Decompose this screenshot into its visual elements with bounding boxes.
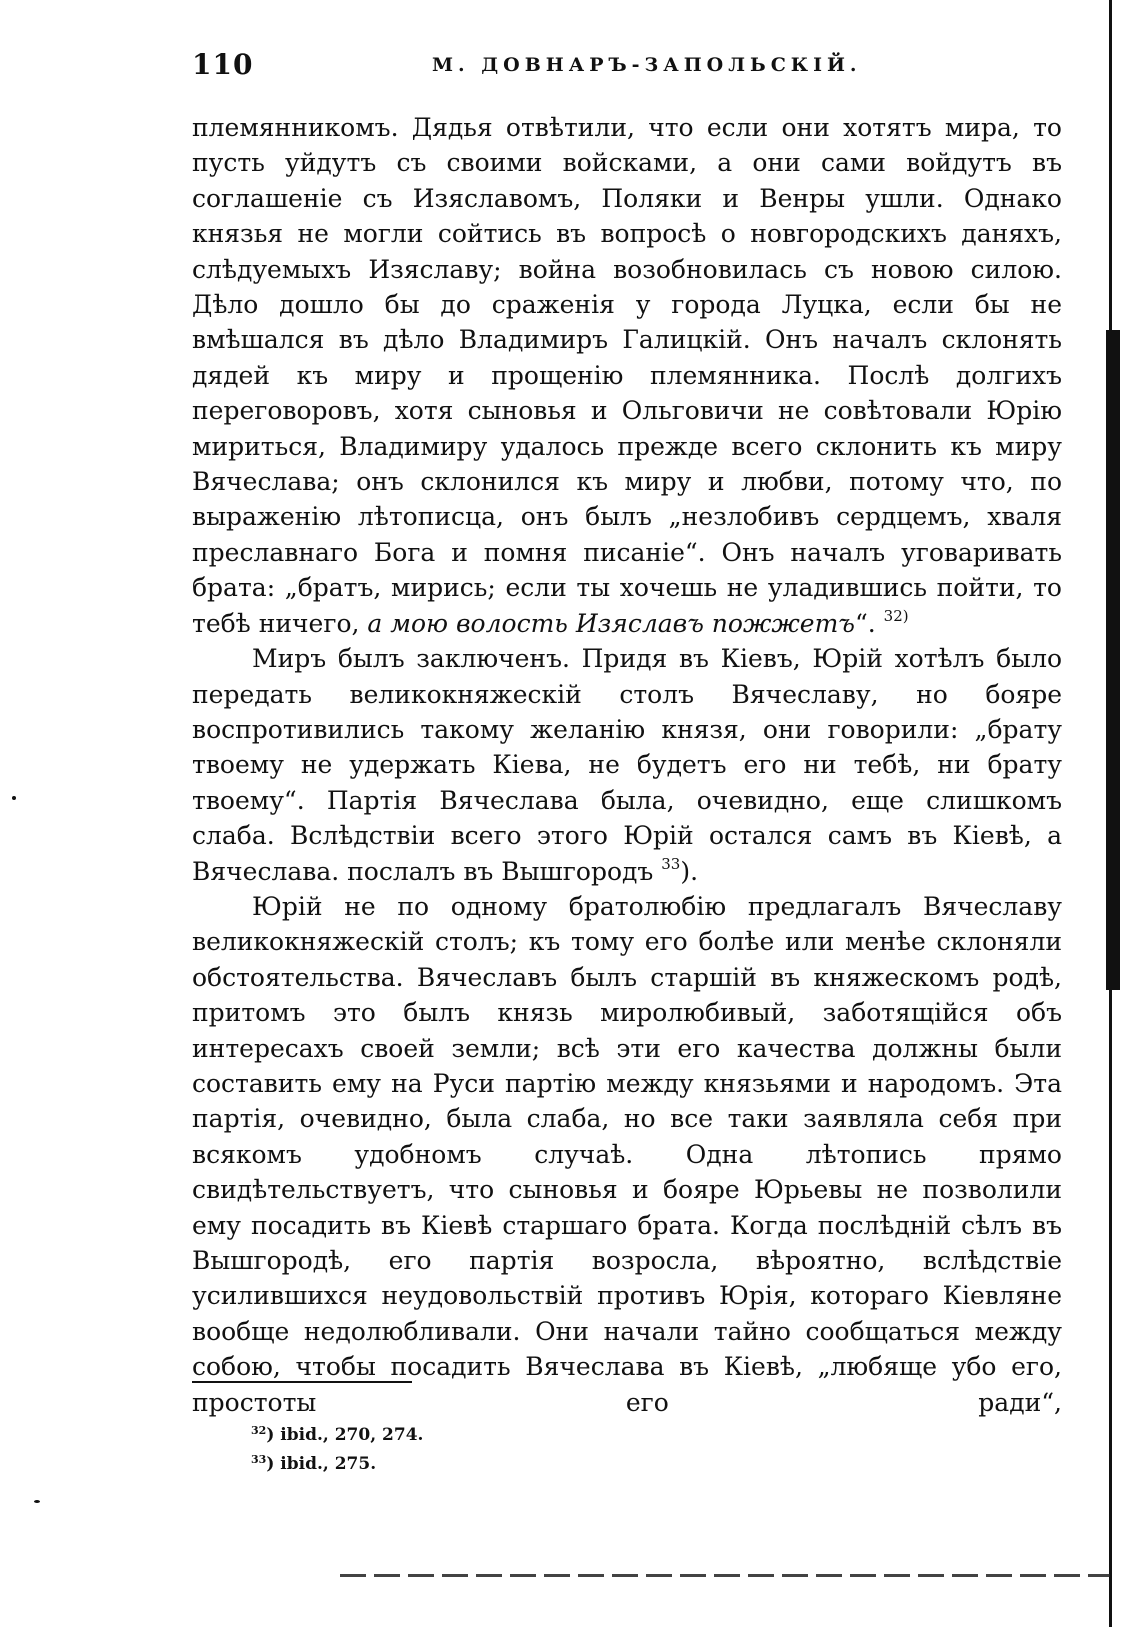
footnote-mark: 32: [251, 1424, 267, 1437]
footnotes: [251, 1421, 423, 1479]
quote-close: “.: [854, 608, 876, 638]
paragraph-text: племянникомъ. Дядья отвѣтили, что если они хотятъ мира, то пусть уйдутъ съ своими войсками, а они сами войдутъ въ соглашеніе съ Изяславомъ, Поляки и Венры ушли. Однако князья не могли сойтись въ вопросѣ о новгородскихъ даняхъ, слѣдуемыхъ Изяславу; война возобновилась съ новою силою. Дѣло дошло бы до сраженія у города Луцка, если бы не вмѣшался въ дѣло Владимиръ Галицкій. Онъ началъ склонять дядей къ миру и прощенію племянника. Послѣ долгихъ переговоровъ, хотя сыновья и Ольговичи не совѣтовали Юрію мириться, Владимиру удалось прежде всего склонить къ миру Вячеслава; онъ склонился къ миру и любви, потому что, по выраженію лѣтописца, онъ былъ „незлобивъ сердцемъ, хваля преславнаго Бога и помня писаніе“. Онъ началъ уговаривать брата: „братъ, мирись; если ты хочешь не уладившись пойти, то тебѣ ничего,: [192, 113, 1062, 638]
paragraph: [192, 889, 1062, 1420]
footnote-ref: 33: [661, 854, 681, 873]
footnote: [251, 1421, 423, 1450]
body-text: [192, 110, 1062, 1420]
italic-quote: а мою волость Изяславъ пожжетъ: [367, 608, 855, 638]
footnote-rule: [192, 1381, 412, 1383]
footnote-text: ) ibid., 270, 274.: [266, 1425, 424, 1445]
page-header: [192, 48, 1062, 88]
footnote-text: ) ibid., 275.: [266, 1454, 377, 1474]
paragraph-tail: ).: [680, 856, 699, 886]
footnote: [251, 1450, 423, 1479]
paragraph-text: Юрій не по одному братолюбію предлагалъ Вячеславу великокняжескій столъ; къ тому его болѣе или менѣе склоняли обстоятельства. Вячеславъ былъ старшій въ княжескомъ родѣ, притомъ это былъ князь миролюбивый, заботящійся объ интересахъ своей земли; всѣ эти его качества должны были составить ему на Руси партію между князьями и народомъ. Эта партія, очевидно, была слаба, но все таки заявляла себя при всякомъ удобномъ случаѣ. Одна лѣтопись прямо свидѣтельствуетъ, что сыновья и бояре Юрьевы не позволили ему посадить въ Кіевѣ старшаго брата. Когда послѣдній сѣлъ въ Вышгородѣ, его партія возросла, вѣроятно, вслѣдствіе усилившихся неудовольствій противъ Юрія, котораго Кіевляне вообще недолюбливали. Они начали тайно сообщаться между собою, чтобы посадить Вячеслава въ Кіевѣ, „любяще убо его, простоты его ради“,: [192, 891, 1062, 1417]
scan-speck: [12, 796, 16, 800]
page-number: 110: [192, 48, 254, 81]
page-edge-shadow: [1106, 330, 1120, 990]
scan-speck: [34, 1500, 40, 1503]
footnote-ref: 32): [883, 606, 909, 625]
paragraph-text: Миръ былъ заключенъ. Придя въ Кіевъ, Юрій хотѣлъ было передать великокняжескій столъ Вячеславу, но бояре воспротивились такому желанію князя, они говорили: „брату твоему не удержать Кіева, не будетъ его ни тебѣ, ни брату твоему“. Партія Вячеслава была, очевидно, еще слишкомъ слаба. Вслѣдствіи всего этого Юрій остался самъ въ Кіевѣ, а Вячеслава. послалъ въ Вышгородъ: [192, 644, 1062, 886]
page-edge-bottom: [340, 1574, 1110, 1577]
footnote-mark: 33: [251, 1453, 267, 1466]
running-head: М. ДОВНАРЪ-ЗАПОЛЬСКІЙ.: [432, 54, 862, 76]
paragraph: [192, 110, 1062, 641]
paragraph: [192, 641, 1062, 889]
